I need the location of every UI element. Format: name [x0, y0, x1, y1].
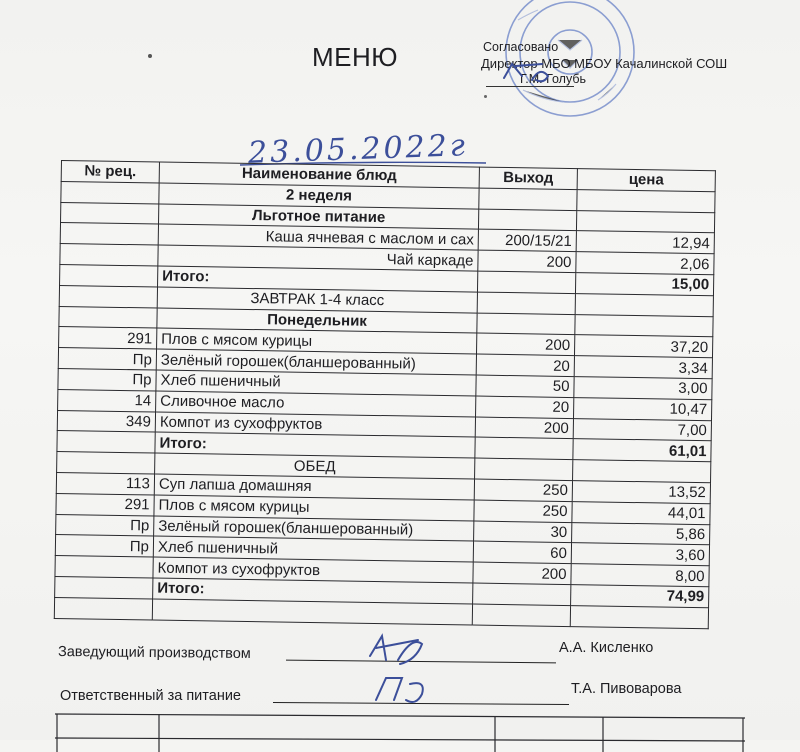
cell-price: 44,01: [572, 501, 710, 524]
cell-recipe-number: [55, 576, 153, 598]
cell-price: 15,00: [575, 273, 713, 296]
cell-dish-name: Сливочное масло: [156, 391, 476, 417]
cell-portion: 60: [473, 541, 571, 563]
cell-price: 3,34: [574, 356, 712, 379]
cell-portion: [477, 292, 575, 314]
cell-dish-name: Зелёный горошек(бланшерованный): [154, 516, 474, 542]
approval-signature-line: [486, 86, 574, 87]
cell-dish-name: Понедельник: [157, 308, 477, 334]
cell-dish-name: ЗАВТРАК 1-4 класс: [157, 287, 477, 313]
cell-dish-name: Зелёный горошек(бланшерованный): [156, 349, 476, 375]
cell-price: 2,06: [576, 252, 714, 275]
cell-price: [575, 314, 713, 337]
cell-price: [577, 189, 715, 212]
nutrition-responsible-signature: [360, 670, 440, 710]
cell-portion: [472, 604, 570, 626]
cell-price: 7,00: [573, 418, 711, 441]
cell-price: 12,94: [576, 231, 714, 254]
production-manager-name: А.А. Кисленко: [559, 640, 654, 656]
cell-recipe-number: Пр: [58, 348, 156, 370]
cell-portion: 200: [473, 562, 571, 584]
approval-line-2: Директор МБО МБОУ Качалинской СОШ: [481, 56, 728, 71]
paper-speck: [148, 54, 152, 58]
cell-price: 13,52: [572, 481, 710, 504]
cell-recipe-number: 291: [59, 327, 157, 349]
cell-price: 5,86: [572, 522, 710, 545]
cell-recipe-number: [60, 244, 158, 266]
header-price: цена: [577, 169, 715, 192]
handwritten-date: 23.05.2022г: [247, 128, 469, 171]
cell-portion: [475, 458, 573, 480]
cell-price: [575, 293, 713, 316]
cell-portion: 20: [476, 354, 574, 376]
cell-price: [576, 210, 714, 233]
cell-dish-name: 2 неделя: [159, 183, 479, 209]
cell-price: [573, 460, 711, 483]
cell-dish-name: Суп лапша домашняя: [154, 474, 474, 500]
cell-portion: [477, 313, 575, 335]
production-manager-label: Заведующий производством: [57, 643, 251, 663]
director-signature: [498, 58, 562, 84]
cell-portion: [473, 583, 571, 605]
cell-portion: [479, 188, 577, 210]
cell-portion: 200/15/21: [478, 229, 576, 251]
cell-recipe-number: [55, 556, 153, 578]
menu-table: [54, 160, 716, 629]
cell-recipe-number: [54, 597, 152, 619]
cell-recipe-number: [59, 285, 157, 307]
header-dish-name: Наименование блюд: [159, 162, 479, 188]
cell-recipe-number: Пр: [58, 368, 156, 390]
cell-dish-name: Итого:: [158, 266, 478, 292]
cell-dish-name: Итого:: [153, 578, 473, 604]
cell-recipe-number: [57, 431, 155, 453]
cell-price: 61,01: [573, 439, 711, 462]
paper-speck: [484, 95, 487, 98]
cell-portion: 200: [475, 417, 573, 439]
approval-line-1: Согласовано: [483, 40, 559, 54]
cell-portion: 50: [476, 375, 574, 397]
cell-recipe-number: [61, 202, 159, 224]
cell-portion: [477, 271, 575, 293]
cell-recipe-number: [60, 223, 158, 245]
cell-price: 8,00: [571, 564, 709, 587]
cell-price: 74,99: [571, 584, 709, 607]
cell-dish-name: Компот из сухофруктов: [153, 557, 473, 583]
nutrition-responsible-name: Т.А. Пивоварова: [571, 681, 682, 697]
cell-recipe-number: [59, 306, 157, 328]
cell-recipe-number: 113: [56, 472, 154, 494]
cell-dish-name: Плов с мясом курицы: [157, 328, 477, 354]
cell-recipe-number: [60, 264, 158, 286]
header-recipe-number: № рец.: [61, 161, 159, 183]
header-portion: Выход: [479, 167, 577, 189]
cell-dish-name: ОБЕД: [155, 453, 475, 479]
cell-dish-name: Хлеб пшеничный: [156, 370, 476, 396]
cell-recipe-number: 349: [57, 410, 155, 432]
cell-recipe-number: 291: [56, 493, 154, 515]
cell-dish-name: Плов с мясом курицы: [154, 495, 474, 521]
cell-price: 3,60: [571, 543, 709, 566]
cell-price: 3,00: [574, 377, 712, 400]
cell-recipe-number: [61, 181, 159, 203]
cell-dish-name: Компот из сухофруктов: [155, 412, 475, 438]
cell-portion: 200: [477, 333, 575, 355]
page-title: МЕНЮ: [312, 42, 399, 72]
cell-dish-name: [152, 599, 472, 625]
production-manager-signature: [352, 630, 432, 670]
approval-line-3: Г.М. Голубь: [520, 72, 587, 86]
cell-dish-name: Хлеб пшеничный: [153, 536, 473, 562]
cell-price: 37,20: [574, 335, 712, 358]
cell-portion: [475, 437, 573, 459]
cell-recipe-number: Пр: [55, 535, 153, 557]
cell-dish-name: Чай каркаде: [158, 245, 478, 271]
cell-portion: 200: [478, 250, 576, 272]
cell-dish-name: Льготное питание: [159, 204, 479, 230]
cell-portion: 250: [474, 479, 572, 501]
cell-dish-name: Каша ячневая с маслом и сах: [158, 224, 478, 250]
bottom-table-fragment: [55, 712, 745, 752]
cell-dish-name: Итого:: [155, 432, 475, 458]
nutrition-responsible-label: Ответственный за питание: [60, 688, 241, 704]
cell-price: [570, 605, 708, 628]
cell-portion: [478, 209, 576, 231]
table-body: [54, 181, 715, 628]
cell-recipe-number: 14: [58, 389, 156, 411]
cell-portion: 20: [476, 396, 574, 418]
cell-recipe-number: Пр: [56, 514, 154, 536]
cell-recipe-number: [57, 452, 155, 474]
cell-portion: 250: [474, 500, 572, 522]
cell-portion: 30: [474, 521, 572, 543]
cell-price: 10,47: [574, 397, 712, 420]
